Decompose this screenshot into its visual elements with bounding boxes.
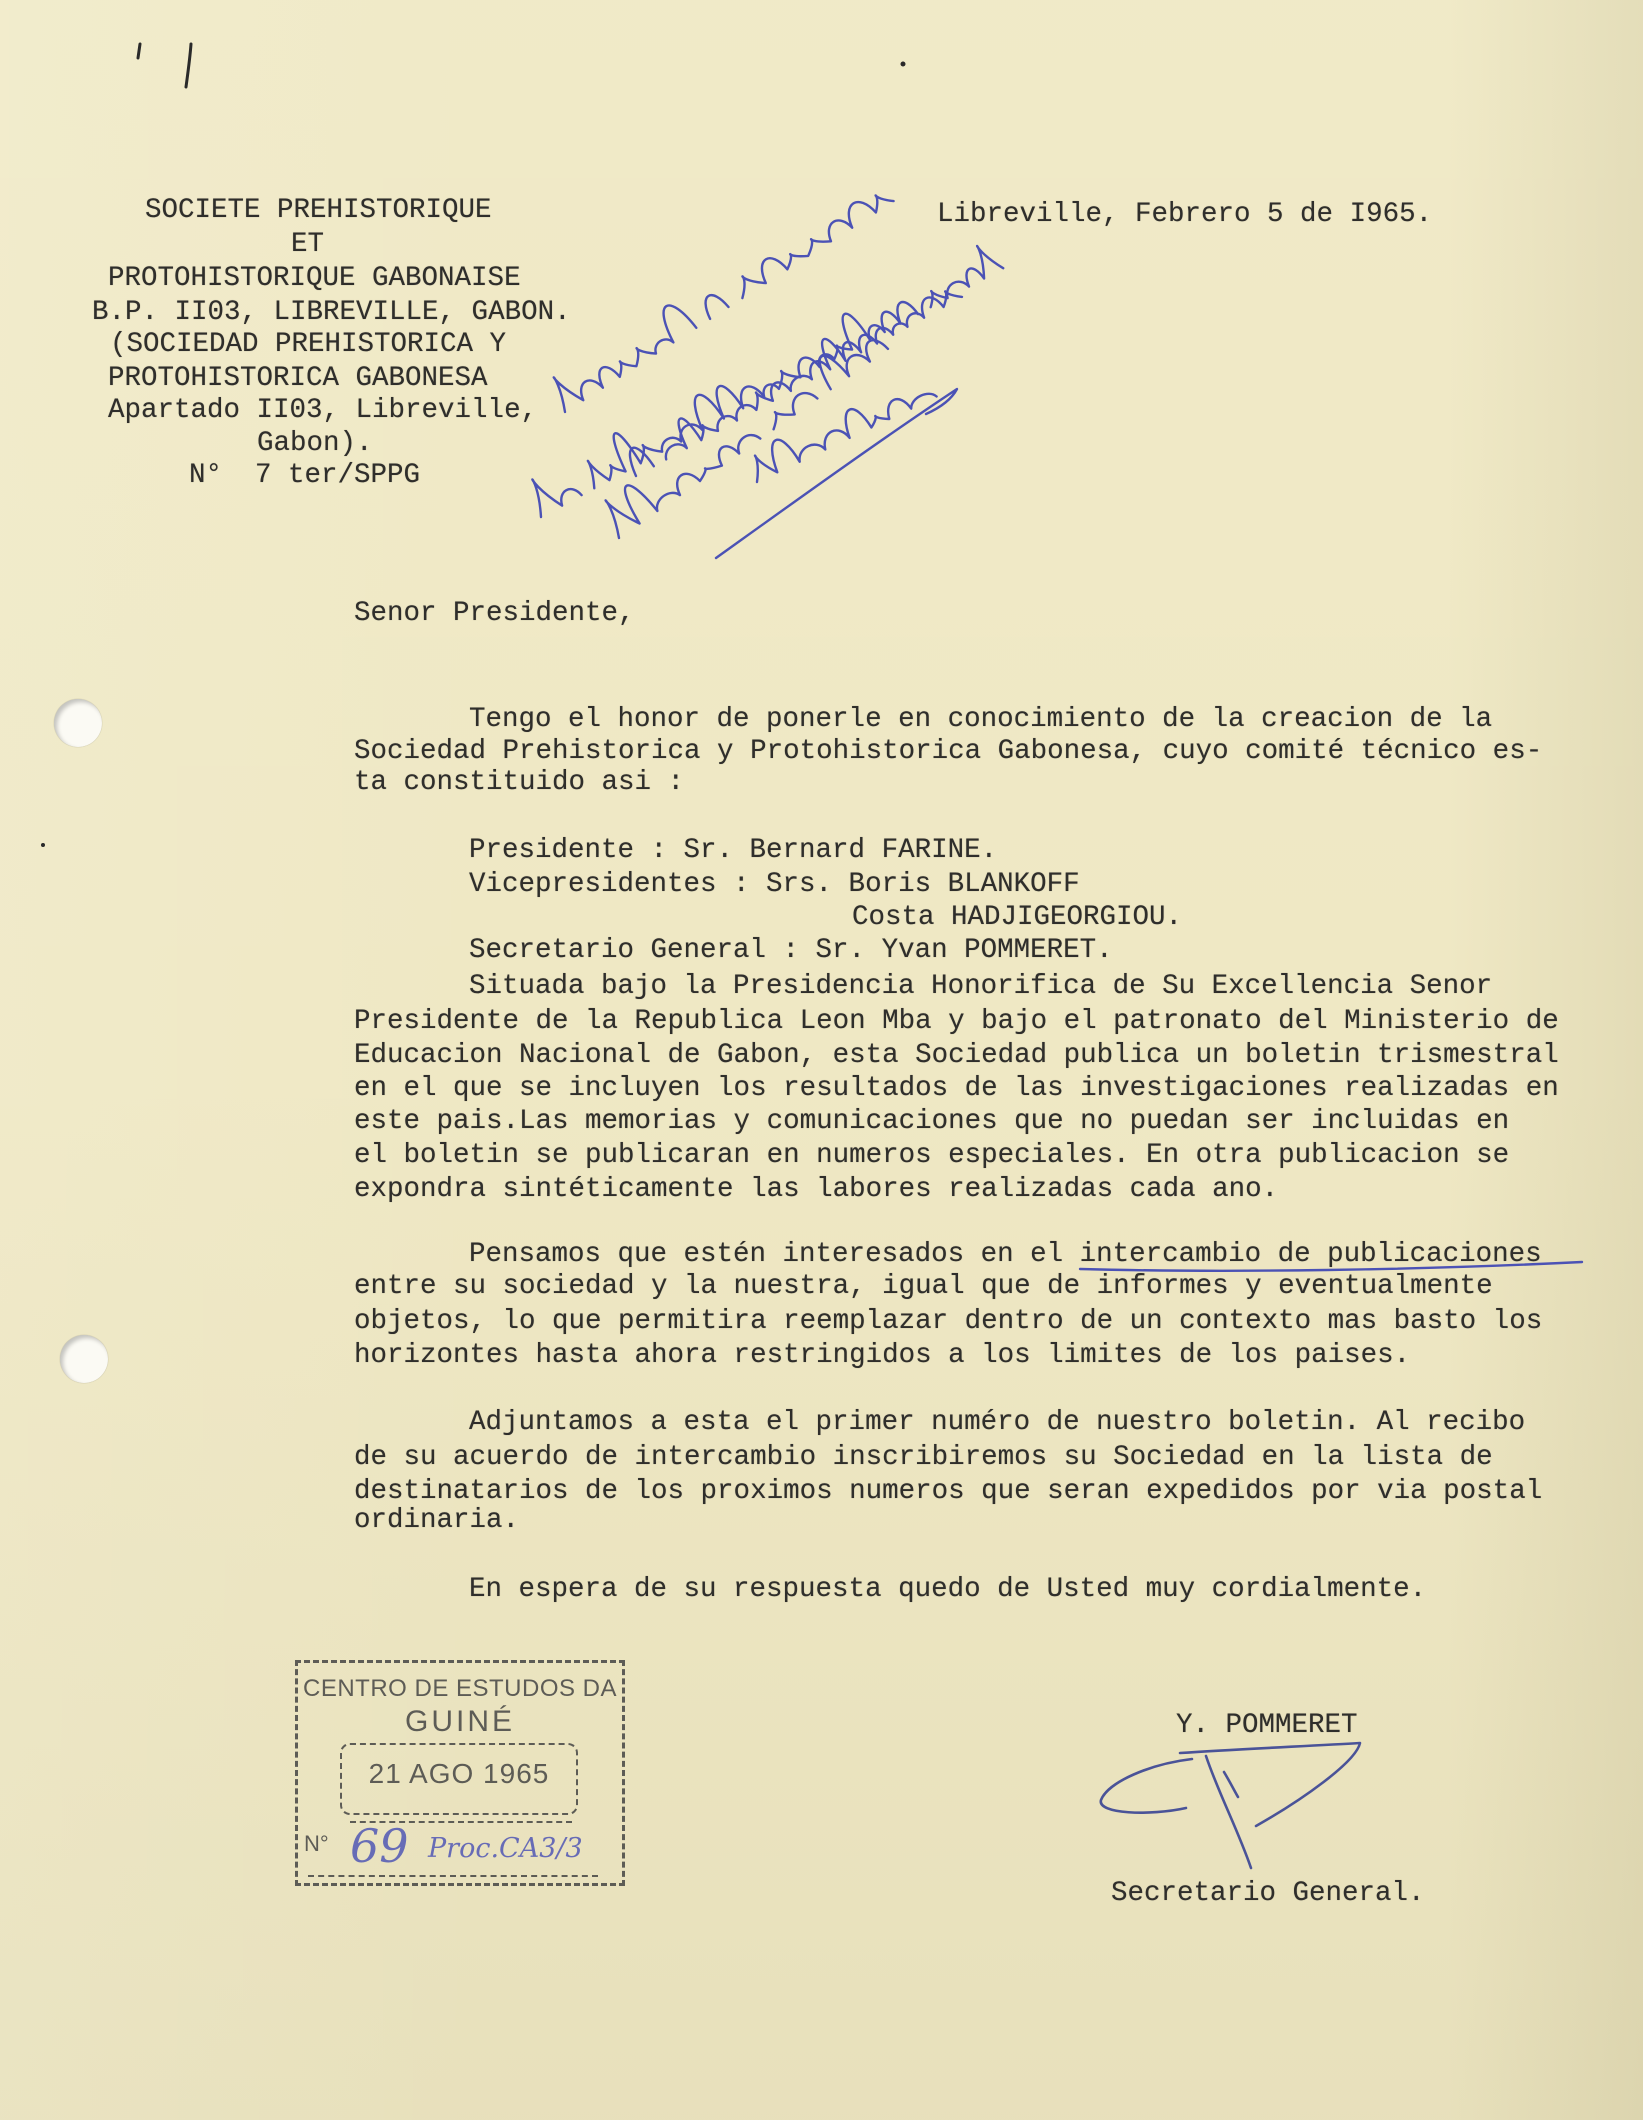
body-line: Adjuntamos a esta el primer numéro de nuestro boletin. Al recibo xyxy=(469,1407,1526,1438)
salutation: Senor Presidente, xyxy=(354,598,635,629)
body-line: objetos, lo que permitira reemplazar dentro de un contexto mas basto los xyxy=(354,1306,1543,1337)
body-line: Sociedad Prehistorica y Protohistorica Gabonesa, cuyo comité técnico es- xyxy=(354,736,1543,767)
body-line: Presidente de la Republica Leon Mba y bajo el patronato del Ministerio de xyxy=(354,1006,1559,1037)
stamp-divider xyxy=(308,1875,598,1877)
sender-line: B.P. II03, LIBREVILLE, GABON. xyxy=(92,297,571,328)
sender-line: PROTOHISTORIQUE GABONAISE xyxy=(108,263,521,294)
body-line: en el que se incluyen los resultados de las investigaciones realizadas en xyxy=(354,1073,1559,1104)
signatory-title: Secretario General. xyxy=(1111,1878,1425,1909)
committee-line: Presidente : Sr. Bernard FARINE. xyxy=(469,835,998,866)
handwriting-stroke xyxy=(532,246,1003,517)
signature-stroke xyxy=(1206,1756,1251,1868)
sender-line: PROTOHISTORICA GABONESA xyxy=(108,363,488,394)
signature-scrawl xyxy=(1101,1743,1360,1868)
ink-dot xyxy=(901,62,906,67)
handwriting-stroke xyxy=(755,394,937,482)
handwriting-stroke xyxy=(554,195,894,412)
stamp-process-code: Proc.CA3/3 xyxy=(428,1833,583,1864)
handwriting-stroke xyxy=(606,340,888,538)
body-line: destinatarios de los proximos numeros que seran expedidos por via postal xyxy=(354,1476,1543,1507)
stamp-entry-number: 69 xyxy=(350,1819,409,1873)
body-line: Pensamos que estén interesados en el intercambio de publicaciones xyxy=(469,1239,1542,1270)
pen-mark xyxy=(186,44,191,87)
ink-dot xyxy=(41,843,45,847)
sender-line: SOCIETE PREHISTORIQUE xyxy=(145,195,492,226)
committee-line: Secretario General : Sr. Yvan POMMERET. xyxy=(469,935,1113,966)
sender-line: ET xyxy=(291,229,325,260)
pen-mark xyxy=(138,44,140,58)
reference-number: N° 7 ter/SPPG xyxy=(189,460,421,491)
closing-line: En espera de su respuesta quedo de Usted muy cordialmente. xyxy=(469,1574,1427,1605)
body-line: de su acuerdo de intercambio inscribiremos su Sociedad en la lista de xyxy=(354,1442,1493,1473)
body-line: ordinaria. xyxy=(354,1505,520,1536)
body-line: este pais.Las memorias y comunicaciones que no puedan ser incluidas en xyxy=(354,1106,1510,1137)
handwriting-stroke xyxy=(716,389,957,558)
signatory-name: Y. POMMERET xyxy=(1176,1710,1358,1741)
sender-line: (SOCIEDAD PREHISTORICA Y xyxy=(110,329,507,360)
body-line: Tengo el honor de ponerle en conocimiento de la creacion de la xyxy=(469,704,1493,735)
body-line: el boletin se publicaran en numeros especiales. En otra publicacion se xyxy=(354,1140,1510,1171)
stamp-institution: CENTRO DE ESTUDOS DA xyxy=(302,1675,618,1702)
body-line: Situada bajo la Presidencia Honorifica de Su Excellencia Senor xyxy=(469,971,1493,1002)
handwritten-annotation xyxy=(532,195,1003,558)
archive-stamp xyxy=(295,1660,625,1886)
punch-hole xyxy=(60,1335,108,1383)
signature-stroke xyxy=(1180,1743,1360,1826)
handwriting-stroke xyxy=(630,291,962,476)
stamp-date: 21 AGO 1965 xyxy=(368,1758,550,1789)
stamp-number-label: N° xyxy=(304,1831,329,1856)
body-line: ta constituido asi : xyxy=(354,767,685,798)
signature-stroke xyxy=(1224,1772,1238,1797)
sender-line: Apartado II03, Libreville, xyxy=(108,395,538,426)
punch-hole xyxy=(54,699,102,747)
committee-line: Costa HADJIGEORGIOU. xyxy=(852,902,1183,933)
body-line: Educacion Nacional de Gabon, esta Sociedad publica un boletin trismestral xyxy=(354,1040,1559,1071)
body-line: horizontes hasta ahora restringidos a los limites de los paises. xyxy=(354,1340,1411,1371)
body-line: expondra sintéticamente las labores realizadas cada ano. xyxy=(354,1174,1279,1205)
committee-line: Vicepresidentes : Srs. Boris BLANKOFF xyxy=(469,869,1080,900)
place-date: Libreville, Febrero 5 de I965. xyxy=(937,199,1433,230)
body-line: entre su sociedad y la nuestra, igual que de informes y eventualmente xyxy=(354,1271,1493,1302)
sender-line: Gabon). xyxy=(257,428,373,459)
stamp-location: GUINÉ xyxy=(404,1705,515,1738)
signature-stroke xyxy=(1101,1759,1192,1813)
